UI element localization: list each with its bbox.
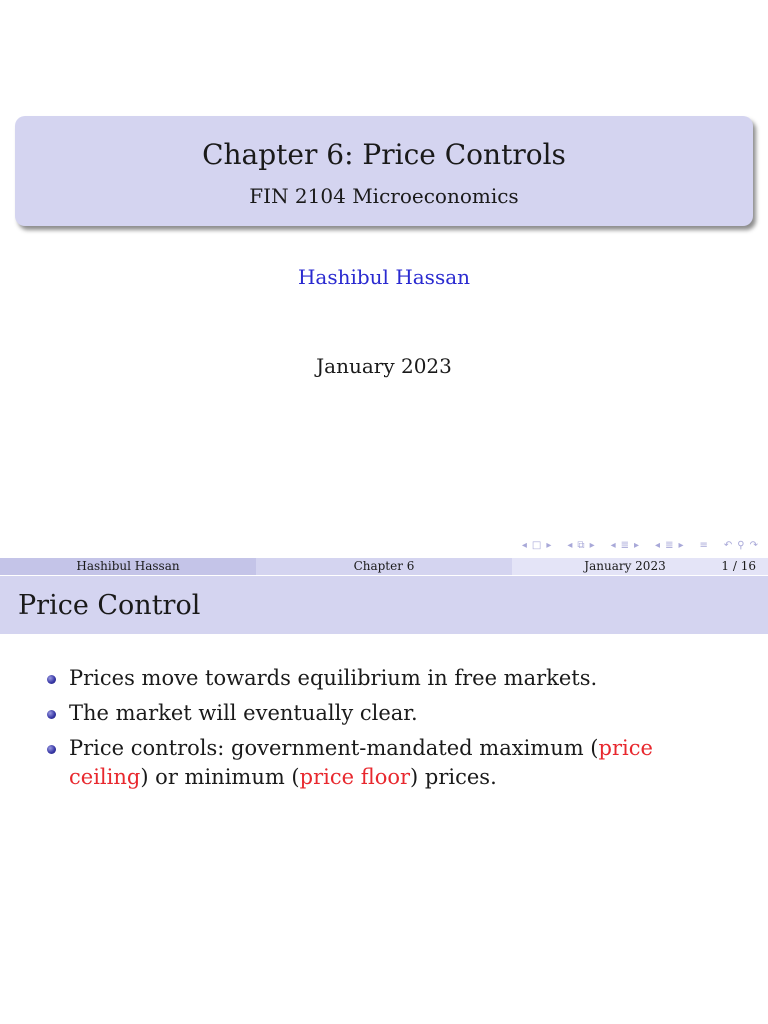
author-name: Hashibul Hassan	[297, 265, 471, 289]
section-icon[interactable]: ≣	[620, 539, 630, 551]
bullet-text-part: ) prices.	[410, 765, 497, 789]
frame-title: Price Control	[18, 590, 201, 621]
presentation-subtitle: FIN 2104 Microeconomics	[249, 184, 519, 208]
footer-date: January 2023	[584, 559, 666, 573]
price-ceiling-term: price ceiling	[69, 736, 653, 789]
search-icon[interactable]: ⚲	[737, 539, 745, 551]
slide-icon[interactable]: ⧉	[577, 539, 585, 551]
prev-slide-icon[interactable]: ◂	[567, 539, 573, 551]
footer-page-number: 1 / 16	[721, 559, 756, 573]
footer-right	[512, 558, 768, 575]
bullet-icon	[47, 745, 56, 754]
bullet-text-part: ) or minimum (	[140, 765, 300, 789]
prev-subsection-icon[interactable]: ◂	[655, 539, 661, 551]
back-icon[interactable]: ↶	[723, 539, 733, 551]
bullet-text: Prices move towards equilibrium in free markets.	[69, 666, 598, 690]
next-subsection-icon[interactable]: ▸	[678, 539, 684, 551]
bullet-icon	[47, 710, 56, 719]
slide-footer	[0, 558, 768, 575]
footer-author: Hashibul Hassan	[0, 558, 256, 575]
list-item	[0, 664, 768, 693]
price-floor-term: price floor	[299, 765, 411, 789]
frame-icon[interactable]: □	[531, 539, 542, 551]
list-item	[0, 699, 768, 728]
align-icon[interactable]: ≡	[699, 539, 708, 551]
prev-frame-icon[interactable]: ◂	[521, 539, 527, 551]
subsection-icon[interactable]: ≣	[665, 539, 674, 551]
title-box	[15, 116, 753, 226]
frame-title-bar	[0, 576, 768, 634]
bullet-list	[0, 664, 768, 798]
bullet-text: The market will eventually clear.	[69, 701, 418, 725]
bullet-text-part: Price controls: government-mandated maximum (	[69, 736, 599, 760]
prev-section-icon[interactable]: ◂	[610, 539, 616, 551]
presentation-title: Chapter 6: Price Controls	[202, 138, 566, 171]
presentation-date: January 2023	[316, 354, 452, 378]
next-slide-icon[interactable]: ▸	[589, 539, 595, 551]
footer-short-title: Chapter 6	[256, 558, 512, 575]
next-section-icon[interactable]: ▸	[634, 539, 640, 551]
list-item	[0, 734, 768, 792]
navigation-symbols	[520, 538, 760, 552]
forward-icon[interactable]: ↷	[749, 539, 758, 551]
bullet-icon	[47, 675, 56, 684]
next-frame-icon[interactable]: ▸	[546, 539, 552, 551]
